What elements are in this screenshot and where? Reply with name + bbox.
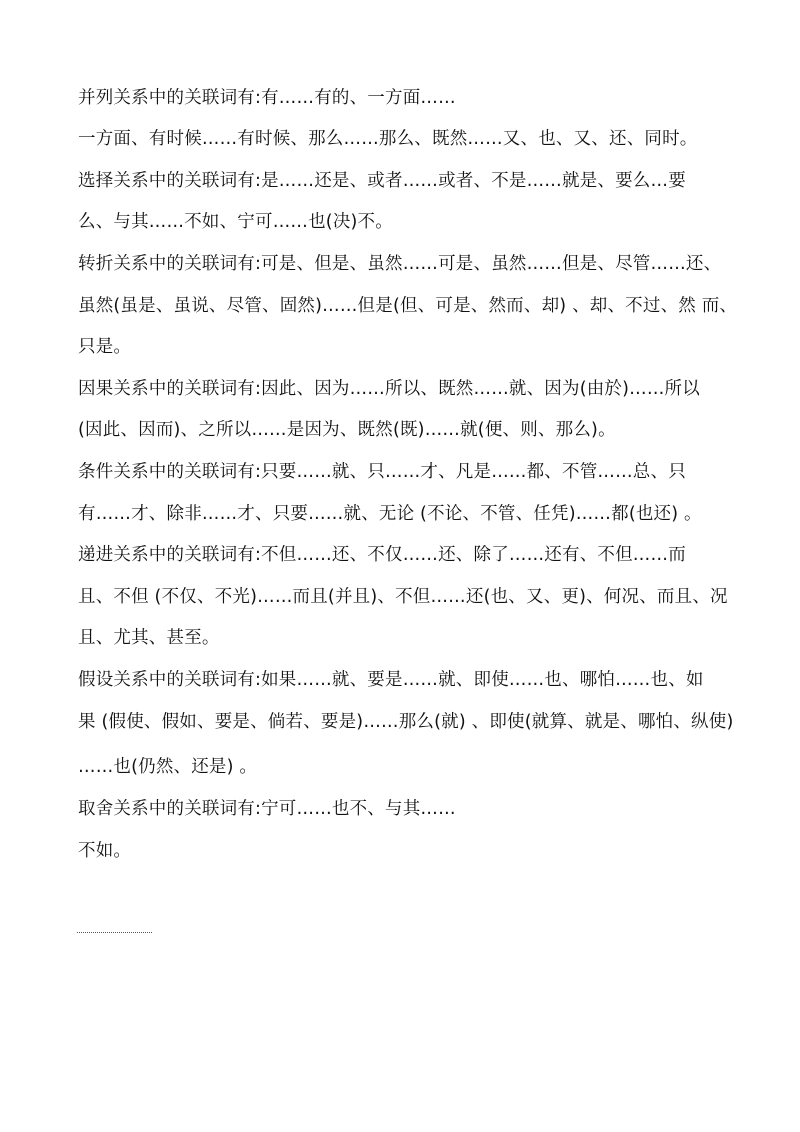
text-line-progressive-2: 且、不但 (不仅、不光)……而且(并且)、不但……还(也、又、更)、何况、而且、况	[78, 587, 728, 607]
text-line-hypothesis-3: ……也(仍然、还是) 。	[78, 757, 258, 777]
text-line-hypothesis-1: 假设关系中的关联词有:如果……就、要是……就、即使……也、哪怕……也、如	[78, 670, 704, 690]
text-line-cause-1: 因果关系中的关联词有:因此、因为……所以、既然……就、因为(由於)……所以	[78, 379, 700, 399]
text-line-condition-1: 条件关系中的关联词有:只要……就、只……才、凡是……都、不管……总、只	[78, 462, 686, 482]
text-line-contrast-3: 只是。	[78, 337, 132, 357]
text-line-parallel-2: 一方面、有时候……有时候、那么……那么、既然……又、也、又、还、同时。	[78, 129, 698, 149]
text-line-preference-2: 不如。	[78, 841, 132, 861]
text-line-contrast-1: 转折关系中的关联词有:可是、但是、虽然……可是、虽然……但是、尽管……还、	[78, 254, 722, 274]
text-line-condition-2: 有……才、除非……才、只要……就、无论 (不论、不管、任凭)……都(也还) 。	[78, 504, 702, 524]
text-line-progressive-3: 且、尤其、甚至。	[78, 628, 220, 648]
text-line-cause-2: (因此、因而)、之所以……是因为、既然(既)……就(便、则、那么)。	[78, 420, 616, 440]
footnote-divider	[77, 932, 152, 933]
text-line-preference-1: 取舍关系中的关联词有:宁可……也不、与其……	[78, 799, 456, 819]
text-line-choice-1: 选择关系中的关联词有:是……还是、或者……或者、不是……就是、要么…要	[78, 171, 686, 191]
text-line-parallel-1: 并列关系中的关联词有:有……有的、一方面……	[78, 88, 456, 108]
text-line-hypothesis-2: 果 (假使、假如、要是、倘若、要是)……那么(就) 、即使(就算、就是、哪怕、纵使)	[78, 712, 734, 732]
text-line-contrast-2: 虽然(虽是、虽说、尽管、固然)……但是(但、可是、然而、却) 、却、不过、然 而、	[78, 296, 738, 316]
text-line-progressive-1: 递进关系中的关联词有:不但……还、不仅……还、除了……还有、不但……而	[78, 545, 686, 565]
text-line-choice-2: 么、与其……不如、宁可……也(决)不。	[78, 212, 393, 232]
